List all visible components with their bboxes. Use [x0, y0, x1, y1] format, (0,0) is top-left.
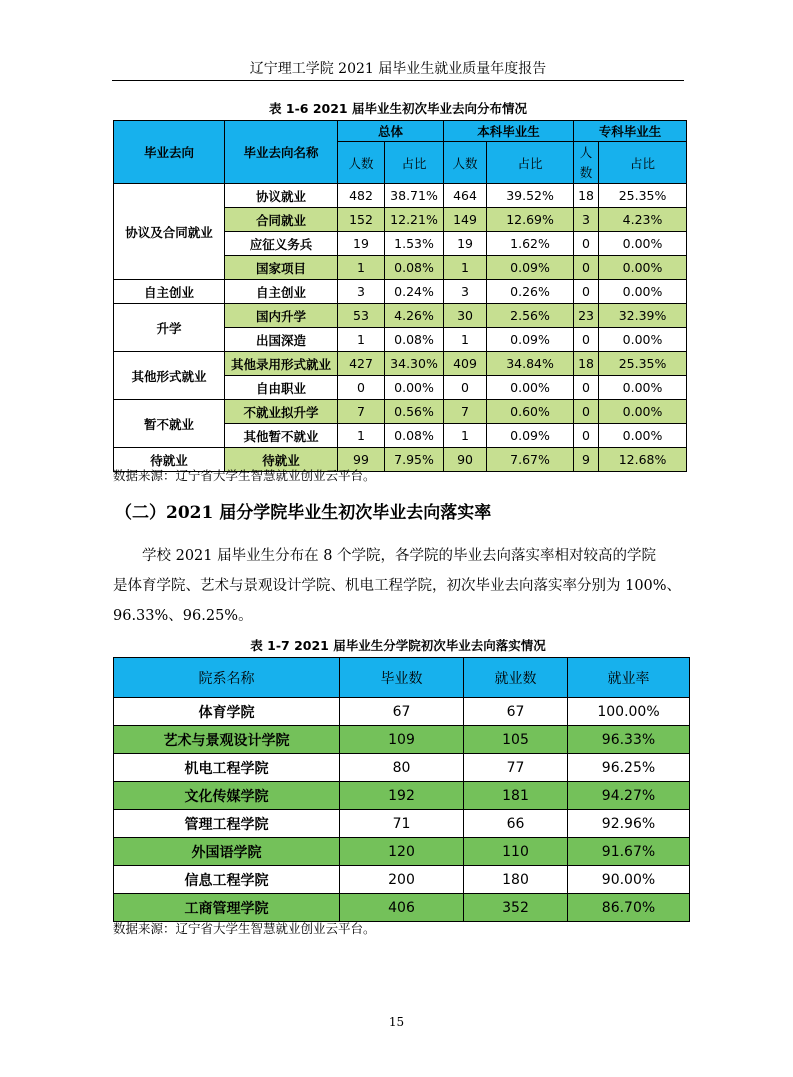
- row-name: 出国深造: [225, 328, 338, 352]
- undergrad-ratio: 12.69%: [487, 208, 574, 232]
- undergrad-count: 7: [444, 400, 487, 424]
- paragraph-line: 是体育学院、艺术与景观设计学院、机电工程学院，初次毕业去向落实率分别为 100%、: [113, 578, 682, 594]
- row-name: 国家项目: [225, 256, 338, 280]
- undergrad-ratio: 39.52%: [487, 184, 574, 208]
- undergrad-ratio: 0.09%: [487, 424, 574, 448]
- college-ratio: 25.35%: [599, 352, 687, 376]
- row-name: 协议就业: [225, 184, 338, 208]
- total-ratio: 0.08%: [385, 424, 444, 448]
- college-name: 体育学院: [114, 698, 340, 726]
- section-heading: （二）2021 届分学院毕业生初次毕业去向落实率: [115, 503, 492, 523]
- college-count: 0: [574, 328, 599, 352]
- table1-source-note: 数据来源：辽宁省大学生智慧就业创业云平台。: [113, 468, 376, 483]
- table-row: [114, 304, 687, 328]
- table-row: [114, 866, 690, 894]
- total-ratio: 34.30%: [385, 352, 444, 376]
- total-ratio: 1.53%: [385, 232, 444, 256]
- college-count: 3: [574, 208, 599, 232]
- col-header-ratio: 占比: [487, 142, 574, 184]
- table-row: [114, 400, 687, 424]
- total-count: 482: [338, 184, 385, 208]
- group-cell: 暂不就业: [114, 400, 225, 448]
- group-cell: 自主创业: [114, 280, 225, 304]
- table-row: [114, 352, 687, 376]
- undergrad-ratio: 34.84%: [487, 352, 574, 376]
- college-ratio: 0.00%: [599, 424, 687, 448]
- graduates-count: 192: [340, 782, 464, 810]
- total-ratio: 4.26%: [385, 304, 444, 328]
- total-count: 0: [338, 376, 385, 400]
- col-header-ratio: 占比: [599, 142, 687, 184]
- table-row: [114, 280, 687, 304]
- total-count: 7: [338, 400, 385, 424]
- undergrad-count: 0: [444, 376, 487, 400]
- report-header: 辽宁理工学院 2021 届毕业生就业质量年度报告: [249, 61, 547, 77]
- college-name: 管理工程学院: [114, 810, 340, 838]
- col-header-count: 人数: [444, 142, 487, 184]
- col-header-rate: 就业率: [568, 658, 690, 698]
- college-name: 艺术与景观设计学院: [114, 726, 340, 754]
- undergrad-count: 1: [444, 328, 487, 352]
- employment-rate: 100.00%: [568, 698, 690, 726]
- college-name: 外国语学院: [114, 838, 340, 866]
- graduates-count: 406: [340, 894, 464, 922]
- employed-count: 180: [464, 866, 568, 894]
- undergrad-ratio: 2.56%: [487, 304, 574, 328]
- total-ratio: 0.08%: [385, 256, 444, 280]
- undergrad-ratio: 0.00%: [487, 376, 574, 400]
- col-header-college-name: 院系名称: [114, 658, 340, 698]
- college-ratio: 4.23%: [599, 208, 687, 232]
- undergrad-ratio: 0.26%: [487, 280, 574, 304]
- total-ratio: 38.71%: [385, 184, 444, 208]
- undergrad-count: 149: [444, 208, 487, 232]
- total-count: 3: [338, 280, 385, 304]
- table2-caption: 表 1-7 2021 届毕业生分学院初次毕业去向落实情况: [250, 638, 546, 653]
- total-ratio: 0.24%: [385, 280, 444, 304]
- employed-count: 181: [464, 782, 568, 810]
- undergrad-count: 464: [444, 184, 487, 208]
- employment-rate: 90.00%: [568, 866, 690, 894]
- college-ratio: 0.00%: [599, 232, 687, 256]
- college-ratio: 0.00%: [599, 376, 687, 400]
- total-ratio: 0.08%: [385, 328, 444, 352]
- graduates-count: 67: [340, 698, 464, 726]
- total-ratio: 7.95%: [385, 448, 444, 472]
- destination-distribution-table: [113, 120, 687, 472]
- college-employment-table: [113, 657, 690, 922]
- total-ratio: 12.21%: [385, 208, 444, 232]
- college-count: 0: [574, 256, 599, 280]
- row-name: 合同就业: [225, 208, 338, 232]
- col-header-undergrad: 本科毕业生: [444, 121, 574, 142]
- employment-rate: 92.96%: [568, 810, 690, 838]
- college-name: 文化传媒学院: [114, 782, 340, 810]
- total-count: 99: [338, 448, 385, 472]
- row-name: 自由职业: [225, 376, 338, 400]
- college-count: 0: [574, 424, 599, 448]
- table-row: [114, 754, 690, 782]
- table-row: [114, 894, 690, 922]
- college-name: 信息工程学院: [114, 866, 340, 894]
- undergrad-count: 3: [444, 280, 487, 304]
- row-name: 不就业拟升学: [225, 400, 338, 424]
- undergrad-ratio: 0.60%: [487, 400, 574, 424]
- college-ratio: 0.00%: [599, 280, 687, 304]
- table-row: [114, 184, 687, 208]
- employment-rate: 86.70%: [568, 894, 690, 922]
- graduates-count: 109: [340, 726, 464, 754]
- undergrad-count: 30: [444, 304, 487, 328]
- college-ratio: 25.35%: [599, 184, 687, 208]
- row-name: 待就业: [225, 448, 338, 472]
- row-name: 其他录用形式就业: [225, 352, 338, 376]
- employment-rate: 91.67%: [568, 838, 690, 866]
- page-number: 15: [388, 1015, 405, 1029]
- college-count: 18: [574, 352, 599, 376]
- graduates-count: 80: [340, 754, 464, 782]
- undergrad-count: 19: [444, 232, 487, 256]
- col-header-count: 人数: [338, 142, 385, 184]
- table2-source-note: 数据来源：辽宁省大学生智慧就业创业云平台。: [113, 921, 376, 936]
- total-count: 53: [338, 304, 385, 328]
- college-ratio: 0.00%: [599, 328, 687, 352]
- group-cell: 升学: [114, 304, 225, 352]
- college-ratio: 0.00%: [599, 400, 687, 424]
- col-header-graduates: 毕业数: [340, 658, 464, 698]
- col-header-count: 人数: [574, 142, 599, 184]
- undergrad-ratio: 0.09%: [487, 328, 574, 352]
- undergrad-ratio: 0.09%: [487, 256, 574, 280]
- employed-count: 352: [464, 894, 568, 922]
- undergrad-ratio: 7.67%: [487, 448, 574, 472]
- col-header-ratio: 占比: [385, 142, 444, 184]
- college-count: 9: [574, 448, 599, 472]
- col-header-total: 总体: [338, 121, 444, 142]
- group-cell: 待就业: [114, 448, 225, 472]
- group-cell: 其他形式就业: [114, 352, 225, 400]
- total-count: 1: [338, 256, 385, 280]
- employed-count: 66: [464, 810, 568, 838]
- employment-rate: 94.27%: [568, 782, 690, 810]
- row-name: 其他暂不就业: [225, 424, 338, 448]
- table-row: [114, 782, 690, 810]
- group-cell: 协议及合同就业: [114, 184, 225, 280]
- total-count: 427: [338, 352, 385, 376]
- row-name: 自主创业: [225, 280, 338, 304]
- employed-count: 77: [464, 754, 568, 782]
- graduates-count: 200: [340, 866, 464, 894]
- total-count: 1: [338, 328, 385, 352]
- employment-rate: 96.25%: [568, 754, 690, 782]
- undergrad-count: 1: [444, 424, 487, 448]
- table1-caption: 表 1-6 2021 届毕业生初次毕业去向分布情况: [269, 101, 527, 116]
- col-header-college: 专科毕业生: [574, 121, 687, 142]
- col-header-category: 毕业去向: [114, 121, 225, 184]
- table-row: [114, 810, 690, 838]
- paragraph-line: 96.33%、96.25%。: [113, 608, 253, 624]
- college-count: 0: [574, 400, 599, 424]
- employed-count: 110: [464, 838, 568, 866]
- employed-count: 105: [464, 726, 568, 754]
- total-ratio: 0.00%: [385, 376, 444, 400]
- employment-rate: 96.33%: [568, 726, 690, 754]
- undergrad-count: 409: [444, 352, 487, 376]
- total-count: 1: [338, 424, 385, 448]
- total-count: 19: [338, 232, 385, 256]
- total-ratio: 0.56%: [385, 400, 444, 424]
- college-ratio: 12.68%: [599, 448, 687, 472]
- row-name: 应征义务兵: [225, 232, 338, 256]
- college-ratio: 0.00%: [599, 256, 687, 280]
- college-name: 工商管理学院: [114, 894, 340, 922]
- paragraph-line: 学校 2021 届毕业生分布在 8 个学院，各学院的毕业去向落实率相对较高的学院: [142, 548, 657, 564]
- graduates-count: 120: [340, 838, 464, 866]
- college-name: 机电工程学院: [114, 754, 340, 782]
- table-row: [114, 838, 690, 866]
- college-ratio: 32.39%: [599, 304, 687, 328]
- college-count: 0: [574, 376, 599, 400]
- graduates-count: 71: [340, 810, 464, 838]
- table-row: [114, 726, 690, 754]
- college-count: 0: [574, 232, 599, 256]
- undergrad-count: 90: [444, 448, 487, 472]
- total-count: 152: [338, 208, 385, 232]
- col-header-employed: 就业数: [464, 658, 568, 698]
- college-count: 23: [574, 304, 599, 328]
- row-name: 国内升学: [225, 304, 338, 328]
- table-row: [114, 698, 690, 726]
- undergrad-count: 1: [444, 256, 487, 280]
- employed-count: 67: [464, 698, 568, 726]
- undergrad-ratio: 1.62%: [487, 232, 574, 256]
- col-header-name: 毕业去向名称: [225, 121, 338, 184]
- college-count: 18: [574, 184, 599, 208]
- college-count: 0: [574, 280, 599, 304]
- header-divider: [112, 80, 684, 81]
